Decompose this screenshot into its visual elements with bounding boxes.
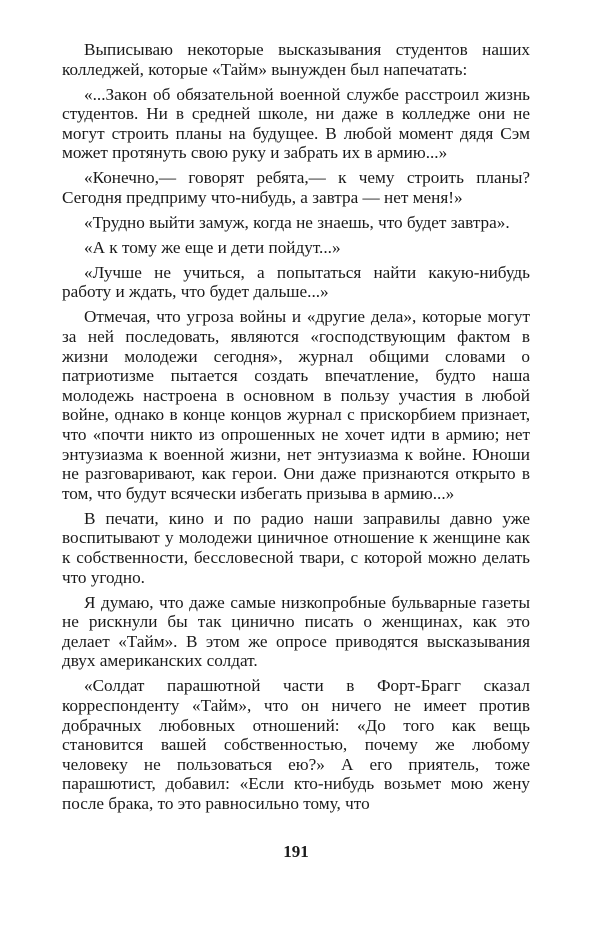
paragraph-1: Выписываю некоторые высказывания студентов наших колледжей, которые «Тайм» вынужден был напечатать: [62, 40, 530, 79]
paragraph-9: Я думаю, что даже самые низкопробные бульварные газеты не рискнули бы так цинично писать о женщинах, как это делает «Тайм». В этом же опросе приводятся высказывания двух американских солдат. [62, 592, 530, 671]
paragraph-6: «Лучше не учиться, а попытаться найти какую-нибудь работу и ждать, что будет дальше...» [62, 262, 530, 302]
body-text [62, 40, 530, 813]
paragraph-7: Отмечая, что угроза войны и «другие дела», которые могут за ней последовать, являются «господствующим фактом в жизни молодежи сегодня», журнал общими словами о патриотизме пытается создать впечатление, будто наша молодежь настроена в основном в пользу участия в любой войне, однако в конце концов журнал с прискорбием признает, что «почти никто из опрошенных не хочет идти в армию; нет энтузиазма к военной жизни, нет энтузиазма к войне. Юноши не разговаривают, как герои. Они даже признаются открыто в том, что будут всячески избегать призыва в армию...» [62, 307, 530, 503]
book-page [62, 40, 530, 926]
paragraph-3: «Конечно,— говорят ребята,— к чему строить планы? Сегодня предприму что-нибудь, а завтра — нет меня!» [62, 168, 530, 207]
paragraph-5: «А к тому же еще и дети пойдут...» [84, 237, 341, 257]
paragraph-10: «Солдат парашютной части в Форт-Брагг сказал корреспонденту «Тайм», что он ничего не имеет против добрачных любовных отношений: «До того как вещь становится вашей собственностью, почему же любому человеку не пользоваться ею?» А его приятель, тоже парашютист, добавил: «Если кто-нибудь возьмет мою жену после брака, то это равносильно тому, что [62, 676, 530, 813]
paragraph-8: В печати, кино и по радио наши заправилы давно уже воспитывают у молодежи циничное отношение к женщине как к собственности, бессловесной твари, с которой можно делать что угодно. [62, 508, 530, 587]
page-number: 191 [283, 842, 309, 861]
paragraph-2: «...Закон об обязательной военной службе расстроил жизнь студентов. Ни в средней школе, ни даже в колледже они не могут строить планы на будущее. В любой момент дядя Сэм может протянуть свою руку и забрать их в армию...» [62, 84, 530, 163]
paragraph-4: «Трудно выйти замуж, когда не знаешь, что будет завтра». [84, 212, 510, 232]
